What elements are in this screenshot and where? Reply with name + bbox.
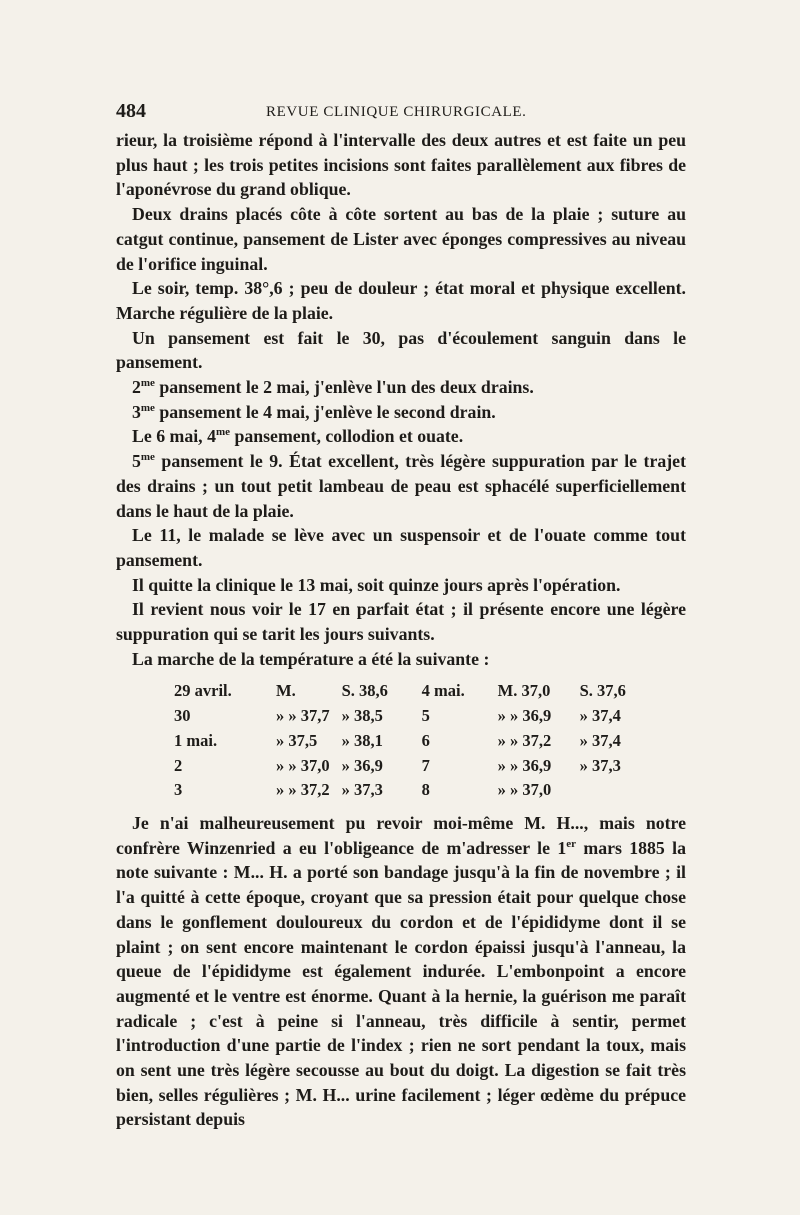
table-row <box>168 729 650 754</box>
table-cell: 6 <box>421 730 430 750</box>
paragraph <box>116 811 686 1132</box>
table-cell: » 38,1 <box>341 730 383 750</box>
ordinal-suffix: me <box>215 426 231 439</box>
table-cell: » » 37,0 <box>497 780 552 800</box>
table-cell: » 36,9 <box>341 755 383 775</box>
paragraph <box>116 400 686 425</box>
paragraph <box>116 449 686 523</box>
paragraph-text: pansement le 9. État excellent, très légère suppuration par le trajet des drains ; un tout petit lambeau de peau est sphacélé superficiellement dans le haut de la plaie. <box>116 451 686 521</box>
ordinal-suffix: er <box>566 837 577 850</box>
paragraph <box>116 424 686 449</box>
ordinal-suffix: me <box>140 401 155 414</box>
table-cell: 29 avril. <box>174 681 232 701</box>
body-text <box>116 128 686 1132</box>
table-cell: » » 36,9 <box>497 706 552 726</box>
paragraph <box>116 375 686 400</box>
table-cell: M. <box>276 681 296 701</box>
table-cell: » 37,5 <box>276 730 318 750</box>
ordinal-number: 5 <box>132 451 141 472</box>
table-cell: » 38,5 <box>341 706 383 726</box>
paragraph: Il revient nous voir le 17 en parfait état ; il présente encore une légère suppuration qui se tarit les jours suivants. <box>116 599 686 645</box>
table-cell: » 37,4 <box>579 706 621 726</box>
paragraph: Il quitte la clinique le 13 mai, soit quinze jours après l'opération. <box>132 574 621 595</box>
table-cell: 8 <box>421 780 430 800</box>
paragraph-text: pansement le 2 mai, j'enlève l'un des deux drains. <box>154 377 534 398</box>
table-cell: » 37,3 <box>579 755 621 775</box>
table-cell: 2 <box>174 755 183 775</box>
table-row <box>168 704 650 729</box>
table-cell: 1 mai. <box>174 730 218 750</box>
table-row <box>168 778 650 803</box>
paragraph-text: Le 6 mai, 4 <box>132 426 216 447</box>
table-cell: » » 37,2 <box>497 730 552 750</box>
paragraph: La marche de la température a été la suivante : <box>132 648 490 669</box>
table-cell: M. 37,0 <box>497 681 551 701</box>
table-row <box>168 679 650 704</box>
table-cell: 7 <box>421 755 430 775</box>
table-cell: » 37,4 <box>579 730 621 750</box>
table-cell: 4 mai. <box>421 681 465 701</box>
paragraph: Le 11, le malade se lève avec un suspensoir et de l'ouate comme tout pansement. <box>116 525 686 570</box>
table-cell <box>574 778 650 803</box>
running-title: REVUE CLINIQUE CHIRURGICALE. <box>266 104 527 120</box>
paragraph: Un pansement est fait le 30, pas d'écoulement sanguin dans le pansement. <box>116 327 686 373</box>
temperature-table <box>168 679 650 803</box>
ordinal-suffix: me <box>140 451 155 464</box>
page-header <box>116 100 686 126</box>
paragraph-text: Je n'ai malheureusement pu revoir moi-même M. H..., mais notre confrère Winzenried a eu l'obligeance de m'adresser le 1 <box>116 812 686 858</box>
page-number: 484 <box>116 100 146 122</box>
paragraph-text: mars 1885 la note suivante : M... H. a porté son bandage jusqu'à la fin de novembre ; il l'a quitté à cette époque, croyant que sa pression était pour quelque chose dans le gonflement douloureux du cordon et de l'épididyme dont il se plaint ; on sent encore maintenant le cordon épaissi jusqu'à l'anneau, la queue de l'épididyme est également indurée. L'embonpoint a encore augmenté et le ventre est énorme. Quant à la hernie, la guérison me paraît radicale ; c'est à peine si l'anneau, très difficile à sentir, permet l'introduction d'une partie de l'index ; rien ne sort pendant la toux, mais on sent une très légère secousse au bout du doigt. La digestion se fait très bien, selles régulières ; M. H... urine facilement ; léger œdème du prépuce persistant depuis <box>116 837 686 1130</box>
table-cell: » » 37,7 <box>276 706 330 726</box>
paragraph: rieur, la troisième répond à l'intervalle des deux autres et est faite un peu plus haut ; les trois petites incisions sont faites parallèlement aux fibres de l'aponévrose du grand oblique. <box>116 130 686 200</box>
table-cell: » » 37,2 <box>276 780 330 800</box>
table-row <box>168 754 650 779</box>
paragraph-text: pansement, collodion et ouate. <box>230 426 464 447</box>
ordinal-number: 2 <box>132 377 141 398</box>
table-cell: » 37,3 <box>341 780 383 800</box>
ordinal-suffix: me <box>140 377 155 390</box>
table-cell: S. 38,6 <box>341 681 388 701</box>
paragraph: Le soir, temp. 38°,6 ; peu de douleur ; état moral et physique excellent. Marche régulière de la plaie. <box>116 278 686 323</box>
paragraph: Deux drains placés côte à côte sortent au bas de la plaie ; suture au catgut continue, pansement de Lister avec éponges compressives au niveau de l'orifice inguinal. <box>116 204 686 274</box>
table-cell: » » 36,9 <box>497 755 552 775</box>
paragraph-text: pansement le 4 mai, j'enlève le second drain. <box>154 401 496 422</box>
table-cell: 5 <box>421 706 430 726</box>
table-cell: 3 <box>174 780 183 800</box>
table-cell: S. 37,6 <box>579 681 626 701</box>
table-cell: » » 37,0 <box>276 755 330 775</box>
ordinal-number: 3 <box>132 401 141 422</box>
table-cell: 30 <box>174 706 191 726</box>
